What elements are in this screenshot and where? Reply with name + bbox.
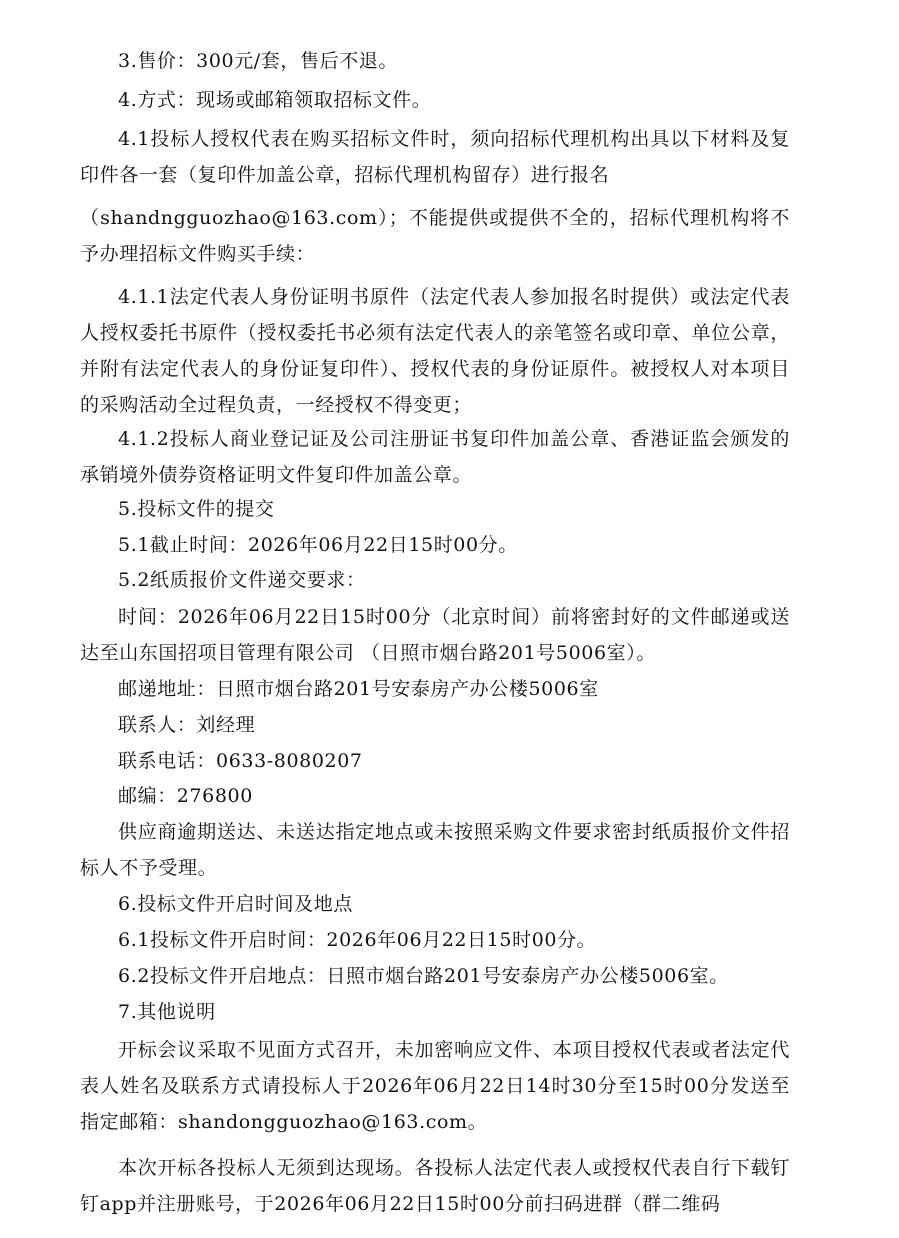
- paper-quote-heading: 5.2纸质报价文件递交要求：: [118, 569, 366, 591]
- postal-code: 邮编：276800: [118, 785, 253, 807]
- business-registration-paragraph: 4.1.2投标人商业登记证及公司注册证书复印件加盖公章、香港证监会颁发的承销境外债券资格证明文件复印件加盖公章。: [80, 428, 790, 486]
- price-paragraph: 3.售价：300元/套，售后不退。: [118, 50, 398, 72]
- opening-heading: 6.投标文件开启时间及地点: [118, 893, 353, 915]
- deadline-paragraph: 5.1截止时间：2026年06月22日15时00分。: [118, 534, 518, 556]
- contact-phone: 联系电话：0633-8080207: [118, 750, 363, 772]
- submission-time-paragraph: 时间：2026年06月22日15时00分（北京时间）前将密封好的文件邮递或送达至山东国招项目管理有限公司 （日照市烟台路201号5006室）。: [80, 606, 790, 664]
- mailing-address: 邮递地址：日照市烟台路201号安泰房产办公楼5006室: [118, 678, 599, 700]
- other-notes-heading: 7.其他说明: [118, 1001, 216, 1023]
- late-submission-paragraph: 供应商逾期送达、未送达指定地点或未按照采购文件要求密封纸质报价文件招标人不予受理。: [80, 821, 790, 879]
- submission-heading: 5.投标文件的提交: [118, 498, 275, 520]
- registration-paragraph: 4.1投标人授权代表在购买招标文件时，须向招标代理机构出具以下材料及复印件各一套（复印件加盖公章，招标代理机构留存）进行报名: [80, 128, 790, 186]
- registration-email-paragraph: （shandngguozhao@163.com）；不能提供或提供不全的，招标代理机构将不予办理招标文件购买手续：: [80, 207, 790, 265]
- contact-person: 联系人：刘经理: [118, 714, 256, 736]
- opening-time: 6.1投标文件开启时间：2026年06月22日15时00分。: [118, 929, 597, 951]
- legal-rep-documents-paragraph: 4.1.1法定代表人身份证明书原件（法定代表人参加报名时提供）或法定代表人授权委托书原件（授权委托书必须有法定代表人的亲笔签名或印章、单位公章，并附有法定代表人的身份证复印件）、授权代表的身份证原件。被授权人对本项目的采购活动全过程负责，一经授权不得变更；: [80, 286, 790, 416]
- dingtalk-paragraph: 本次开标各投标人无须到达现场。各投标人法定代表人或授权代表自行下载钉钉app并注册账号，于2026年06月22日15时00分前扫码进群（群二维码: [80, 1157, 790, 1215]
- remote-opening-paragraph: 开标会议采取不见面方式召开，未加密响应文件、本项目授权代表或者法定代表人姓名及联系方式请投标人于2026年06月22日14时30分至15时00分发送至指定邮箱：shandongguozhao@163.com。: [80, 1039, 790, 1133]
- method-paragraph: 4.方式：现场或邮箱领取招标文件。: [118, 89, 432, 111]
- opening-location: 6.2投标文件开启地点：日照市烟台路201号安泰房产办公楼5006室。: [118, 965, 729, 987]
